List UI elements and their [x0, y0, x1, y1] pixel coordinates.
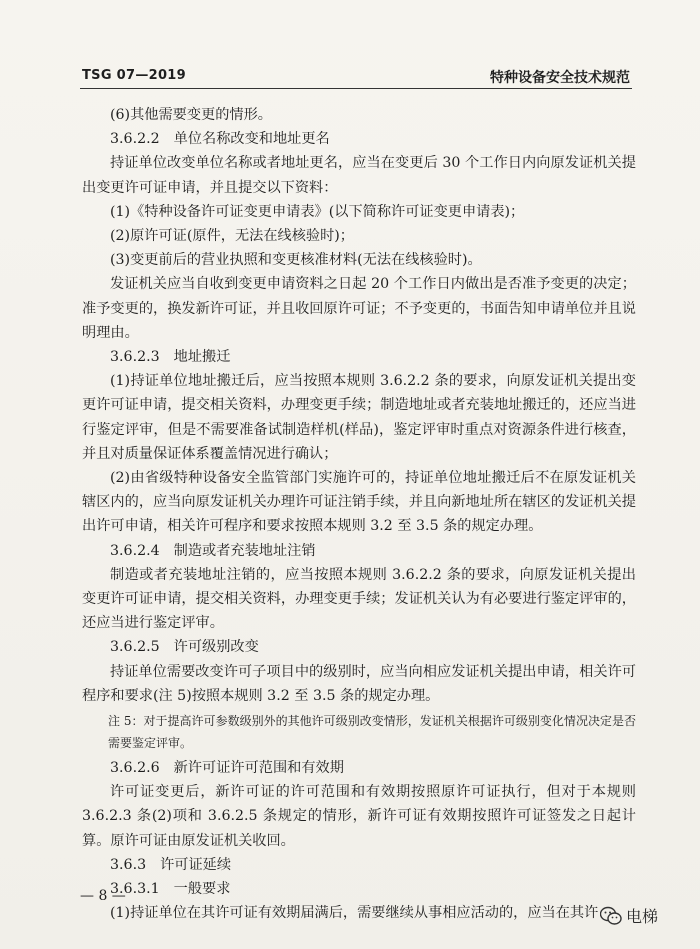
paragraph: 持证单位改变单位名称或者地址更名，应当在变更后 30 个工作日内向原发证机关提出变更许可证申请，并且提交以下资料：: [82, 155, 636, 196]
wechat-icon: [600, 906, 622, 926]
section-heading: [82, 539, 636, 563]
document-body: [82, 103, 636, 926]
section-number: 3.6.2.6: [110, 760, 160, 777]
standard-code: TSG 07—2019: [82, 68, 186, 83]
section-heading: [82, 877, 636, 901]
paragraph: 制造或者充装地址注销的，应当按照本规则 3.6.2.2 条的要求，向原发证机关提出变更许可证申请，提交相关资料，办理变更手续；发证机关认为有必要进行鉴定评审的，还应当进行鉴定评审。: [82, 566, 636, 632]
paragraph: (2)原许可证(原件，无法在线核验时)；: [110, 228, 354, 245]
watermark-text: 电梯: [626, 907, 659, 926]
section-title: 一般要求: [173, 881, 231, 898]
section-number: 3.6.2.2: [110, 131, 160, 148]
paragraph: (2)由省级特种设备安全监管部门实施许可的，持证单位地址搬迁后不在原发证机关辖区内的，应当向原发证机关办理许可证注销手续，并且向新地址所在辖区的发证机关提出许可申请，相关许可程序和要求按照本规则 3.2 至 3.5 条的规定办理。: [82, 470, 636, 535]
paragraph: (1)《特种设备许可证变更申请表》(以下简称许可证变更申请表)；: [110, 203, 525, 220]
section-title: 制造或者充装地址注销: [173, 542, 316, 559]
section-title: 新许可证许可范围和有效期: [173, 760, 344, 777]
section-heading: [82, 127, 636, 151]
section-title: 单位名称改变和地址更名: [173, 131, 330, 148]
page-number: — 8 —: [80, 888, 126, 904]
header-title: 特种设备安全技术规范: [490, 70, 630, 86]
paragraph: (1)持证单位在其许可证有效期届满后，需要继续从事相应活动的，应当在其许: [110, 905, 599, 922]
section-number: 3.6.2.3: [110, 349, 160, 366]
section-title: 许可证延续: [160, 856, 232, 873]
section-number: 3.6.2.5: [110, 639, 160, 656]
paragraph: 持证单位需要改变许可子项目中的级别时，应当向相应发证机关提出申请，相关许可程序和要求(注 5)按照本规则 3.2 至 3.5 条的规定办理。: [82, 663, 636, 704]
page-header: [80, 64, 632, 89]
section-title: 许可级别改变: [173, 639, 259, 656]
section-heading: [82, 853, 636, 877]
section-number: 3.6.2.4: [110, 542, 160, 559]
paragraph: (3)变更前后的营业执照和变更核准材料(无法在线核验时)。: [110, 252, 482, 269]
paragraph: 许可证变更后，新许可证的许可范围和有效期按照原许可证执行，但对于本规则 3.6.2.3 条(2)项和 3.6.2.5 条规定的情形，新许可证有效期按照许可证签发之日起计算。原许可证由原发证机关收回。: [82, 784, 636, 849]
section-number: 3.6.3: [110, 856, 147, 873]
section-heading: [82, 345, 636, 369]
section-number: 3.6.3.1: [110, 881, 160, 898]
section-heading: [82, 635, 636, 659]
section-title: 地址搬迁: [173, 349, 231, 366]
paragraph: (1)持证单位地址搬迁后，应当按照本规则 3.6.2.2 条的要求，向原发证机关提出变更许可证申请，提交相关资料，办理变更手续；制造地址或者充装地址搬迁的，还应当进行鉴定评审，但是不需要准备试制造样机(样品)，鉴定评审时重点对资源条件进行核查，并且对质量保证体系覆盖情况进行确认；: [82, 373, 636, 462]
footnote: 注 5：对于提高许可参数级别外的其他许可级别改变情形，发证机关根据许可级别变化情况决定是否需要鉴定评审。: [108, 714, 636, 751]
paragraph: 发证机关应当自收到变更申请资料之日起 20 个工作日内做出是否准予变更的决定；准予变更的，换发新许可证，并且收回原许可证；不予变更的，书面告知申请单位并且说明理由。: [82, 276, 636, 341]
paragraph: (6)其他需要变更的情形。: [110, 107, 272, 123]
section-heading: [82, 756, 636, 780]
source-watermark: [600, 904, 658, 927]
